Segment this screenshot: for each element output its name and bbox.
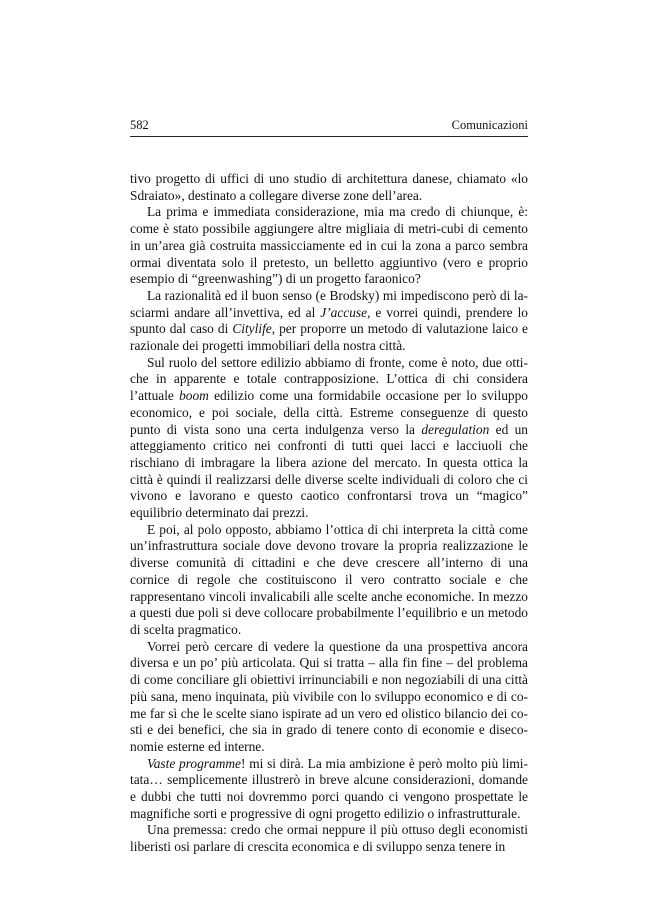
paragraph	[130, 355, 528, 522]
text-run: ! mi si dirà. La mia ambizione è però molto più limitata… semplicemente illustrerò in breve alcune considerazioni, domande e dubbi che tutti noi dovremmo porci quando ci vengono prospettate le magnifiche sorti e progressive di ogni progetto edilizio o infrastrutturale.	[130, 755, 528, 821]
text-run: E poi, al polo opposto, abbiamo l’ottica di chi interpreta la città come un’infrastruttura sociale dove devono trovare la propria realizzazione le diverse comunità di cittadini e che deve crescere all’interno di una cornice di regole che costituiscono il vero contratto sociale e che rappresentano vincoli invalicabili alle scelte anche economiche. In mezzo a questi due poli si deve collocare probabilmente l’equilibrio e un metodo di scelta pragmatico.	[130, 521, 528, 637]
italic-text: Vaste programme	[147, 755, 241, 771]
paragraph	[130, 171, 528, 204]
text-run: Sul ruolo del settore edilizio abbiamo di fronte, come è noto, due ottiche in apparente e totale contrapposizione. L’ottica di chi considera l’attuale	[130, 354, 528, 404]
text-run: , e vorrei quindi, prendere lo spunto dal caso di	[130, 304, 528, 337]
document-page	[130, 118, 528, 856]
italic-text: deregulation	[421, 421, 490, 437]
page-number: 582	[130, 118, 149, 132]
paragraph	[130, 522, 528, 639]
text-run: La razionalità ed il buon senso (e Brodsky) mi impediscono però di lasciarmi andare all’invettiva, ed al	[130, 287, 528, 320]
text-run: edilizio come una formidabile occasione per lo sviluppo economico, e poi sociale, della città. Estreme conseguenze di questo punto di vista sono una certa indulgenza verso la	[130, 388, 528, 437]
italic-text: J’accuse	[320, 304, 368, 320]
text-run: tivo progetto di uffici di uno studio di architettura danese, chiamato «lo Sdraiato», destinato a collegare diverse zone dell’area.	[130, 171, 528, 203]
paragraph	[130, 822, 528, 855]
paragraph	[130, 639, 528, 756]
italic-text: boom	[179, 388, 209, 404]
paragraph	[130, 204, 528, 288]
body-text	[130, 171, 528, 856]
text-run: Vorrei però cercare di vedere la questione da una prospettiva ancora diversa e un po’ più articolata. Qui si tratta – alla fin fine – del problema di come conciliare gli obiettivi irrinunciabili e non negoziabili di una città più sana, meno inquinata, più vivibile con lo sviluppo economico e di come far sì che le scelte siano ispirate ad un vero ed olistico bilancio dei costi e dei benefici, che sia in grado di tenere conto di economie e diseconomie esterne ed interne.	[130, 638, 528, 754]
text-run: , per proporre un metodo di valutazione laico e razionale dei progetti immobiliari della nostra città.	[130, 321, 528, 354]
text-run: ed un atteggiamento critico nei confronti di tutti quei lacci e lacciuoli che rischiano di imbragare la libera azione del mercato. In questa ottica la città è quindi il realizzarsi delle diverse scelte individuali di coloro che ci vivono e lavorano e questo caotico confrontarsi trova un “magico” equilibrio determinato dai prezzi.	[130, 421, 528, 521]
paragraph	[130, 288, 528, 355]
running-header	[130, 118, 528, 137]
section-title: Comunicazioni	[451, 118, 528, 132]
paragraph	[130, 756, 528, 823]
text-run: La prima e immediata considerazione, mia ma credo di chiunque, è: come è stato possibile aggiungere altre migliaia di metri-cubi di cemento in un’area già costruita massicciamente ed in cui la zona a parco sembra ormai diventata solo il pretesto, un belletto aggiuntivo (vero e proprio esempio di “greenwashing”) di un progetto faraonico?	[130, 204, 528, 287]
text-run: Una premessa: credo che ormai neppure il più ottuso degli economisti liberisti osi parlare di crescita economica e di sviluppo senza tenere in	[130, 822, 528, 855]
italic-text: Citylife	[232, 321, 272, 337]
